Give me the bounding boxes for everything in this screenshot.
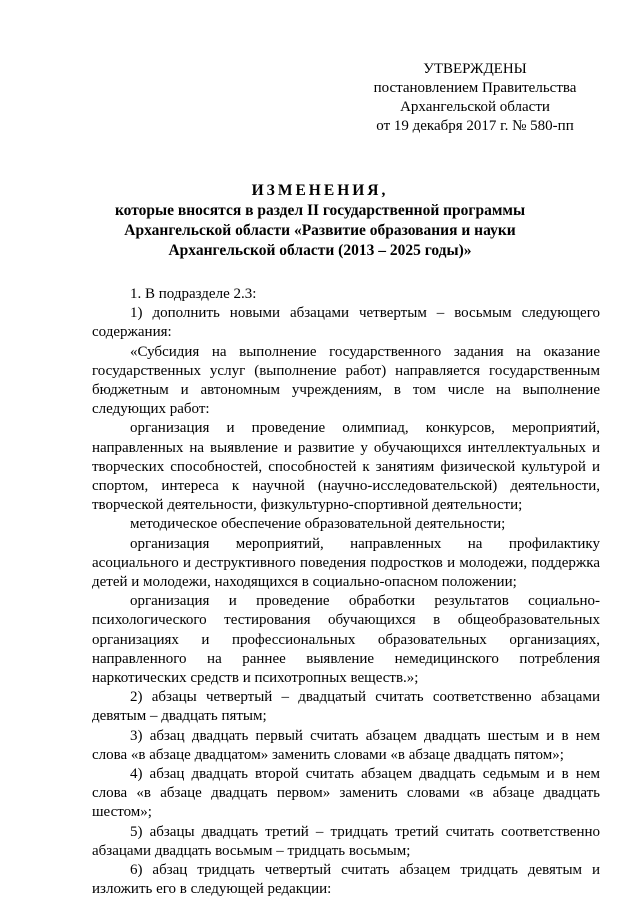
title-heading: ИЗМЕНЕНИЯ, [251, 182, 389, 199]
approval-title: УТВЕРЖДЕНЫ [423, 61, 527, 77]
paragraph: 4) абзац двадцать второй считать абзацем двадцать седьмым и в нем слова «в абзаце двадцать первом» заменить словами «в абзаце двадцать шестом»; [92, 766, 600, 821]
title-line: которые вносятся в раздел II государственной программы [114, 202, 526, 219]
paragraph: 3) абзац двадцать первый считать абзацем двадцать шестым и в нем слова «в абзаце двадцатом» заменить словами «в абзаце двадцать пятом»; [92, 727, 600, 763]
title-line: Архангельской области «Развитие образования и науки [124, 222, 516, 239]
paragraph: методическое обеспечение образовательной деятельности; [130, 516, 506, 533]
paragraph: 1) дополнить новыми абзацами четвертым – восьмым следующего содержания: [92, 305, 600, 341]
approval-date: от 19 декабря 2017 г. № 580-пп [376, 118, 574, 134]
paragraph: организация и проведение олимпиад, конкурсов, мероприятий, направленных на выявление и развитие у обучающихся интеллектуальных и творческих способностей, способностей к занятиям физической культурой и спортом, интереса к научной (научно-исследовательской) деятельности, творческой деятельности, физкультурно-спортивной деятельности; [92, 420, 600, 514]
approval-region: Архангельской области [400, 99, 550, 115]
paragraph: организация и проведение обработки результатов социально-психологического тестирования обучающихся в общеобразовательных организациях и профессиональных образовательных организациях, направленного на раннее выявление немедицинского потребления наркотических средств и психотропных веществ.»; [92, 593, 600, 687]
document-body [92, 285, 600, 900]
paragraph: «Субсидия на выполнение государственного задания на оказание государственных услуг (выполнение работ) направляется государственным бюджетным и автономным учреждениям, в том числе на выполнение следующих работ: [92, 343, 600, 418]
document-title [100, 181, 540, 261]
paragraph: 6) абзац тридцать четвертый считать абзацем тридцать девятым и изложить его в следующей редакции: [92, 862, 600, 898]
approval-stamp [362, 60, 588, 136]
title-line: Архангельской области (2013 – 2025 годы)» [168, 242, 472, 259]
approval-decree: постановлением Правительства [373, 80, 577, 96]
paragraph: 2) абзацы четвертый – двадцатый считать соответственно абзацами девятым – двадцать пятым; [92, 689, 600, 725]
paragraph: 1. В подразделе 2.3: [130, 286, 257, 302]
paragraph: организация мероприятий, направленных на профилактику асоциального и деструктивного поведения подростков и молодежи, поддержка детей и молодежи, находящихся в социально-опасном положении; [92, 535, 600, 591]
paragraph: 5) абзацы двадцать третий – тридцать третий считать соответственно абзацами двадцать восьмым – тридцать восьмым; [92, 823, 600, 859]
